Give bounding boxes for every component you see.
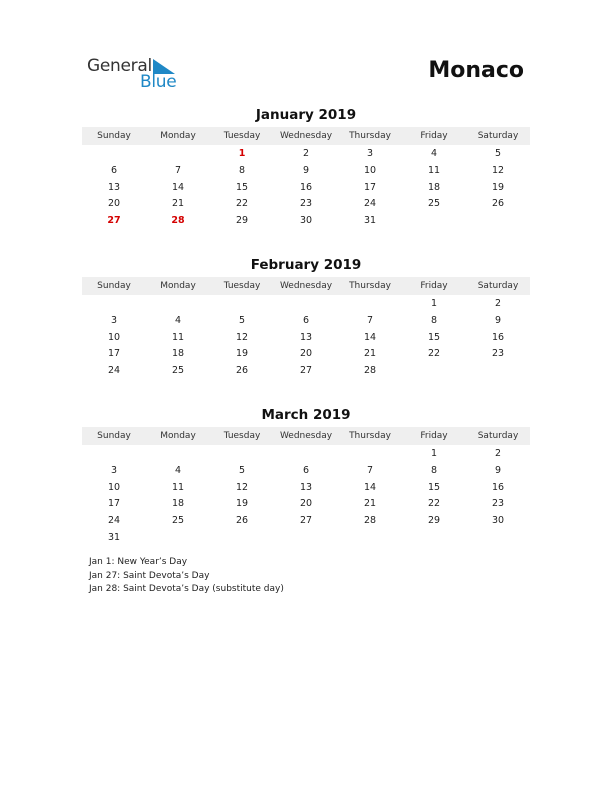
- day-cell: 25: [171, 365, 185, 377]
- weekday-label: Tuesday: [223, 281, 261, 291]
- week-row: [82, 496, 530, 513]
- day-cell: 28: [171, 215, 185, 227]
- empty-day-cell: [210, 296, 274, 313]
- week-row: [82, 446, 530, 463]
- day-cell: 19: [235, 498, 249, 510]
- day-cell: 10: [107, 481, 121, 493]
- weekday-label: Thursday: [349, 281, 391, 291]
- day-cell: 21: [363, 498, 377, 510]
- day-cell: 6: [302, 464, 310, 476]
- week-row: [82, 296, 530, 313]
- day-cell: 15: [235, 181, 249, 193]
- day-cell: 3: [110, 464, 118, 476]
- empty-day-cell: [338, 296, 402, 313]
- empty-day-cell: [146, 146, 210, 163]
- day-cell: 3: [110, 314, 118, 326]
- day-cell: 26: [491, 198, 505, 210]
- empty-day-cell: [338, 530, 402, 547]
- week-row: [82, 313, 530, 330]
- empty-day-cell: [82, 446, 146, 463]
- day-cell: 15: [427, 331, 441, 343]
- holiday-note: Jan 1: New Year’s Day: [89, 557, 188, 567]
- day-cell: 14: [363, 331, 377, 343]
- day-cell: 25: [427, 198, 441, 210]
- weekday-label: Wednesday: [279, 281, 333, 291]
- week-row: [82, 463, 530, 480]
- weekday-label: Tuesday: [223, 431, 261, 441]
- day-cell: 3: [366, 148, 374, 159]
- day-cell: 17: [107, 348, 121, 360]
- day-cell: 23: [491, 348, 505, 360]
- day-cell: 5: [494, 148, 502, 159]
- brand-logo: [87, 56, 187, 92]
- day-cell: 11: [171, 331, 185, 343]
- day-cell: 17: [107, 498, 121, 510]
- empty-day-cell: [402, 213, 466, 230]
- week-row: [82, 213, 530, 230]
- day-cell: 14: [171, 181, 185, 193]
- empty-day-cell: [402, 363, 466, 380]
- empty-day-cell: [146, 530, 210, 547]
- day-cell: 13: [107, 181, 121, 193]
- weekday-label: Monday: [160, 131, 196, 141]
- day-cell: 8: [430, 464, 438, 476]
- week-row: [82, 196, 530, 213]
- day-cell: 11: [427, 164, 441, 176]
- day-cell: 28: [363, 365, 377, 377]
- week-row: [82, 513, 530, 530]
- week-row: [82, 530, 530, 547]
- weekday-label: Saturday: [477, 131, 519, 141]
- day-cell: 4: [174, 314, 182, 326]
- day-cell: 23: [491, 498, 505, 510]
- empty-day-cell: [274, 530, 338, 547]
- day-cell: 27: [299, 515, 313, 527]
- weekday-label: Sunday: [97, 131, 131, 141]
- empty-day-cell: [210, 446, 274, 463]
- week-row: [82, 146, 530, 163]
- empty-day-cell: [82, 146, 146, 163]
- day-cell: 10: [363, 164, 377, 176]
- day-cell: 5: [238, 464, 246, 476]
- day-cell: 29: [427, 515, 441, 527]
- day-cell: 27: [107, 215, 121, 227]
- month-title: February 2019: [250, 257, 362, 273]
- day-cell: 26: [235, 365, 249, 377]
- day-cell: 24: [107, 515, 121, 527]
- week-row: [82, 346, 530, 363]
- day-cell: 17: [363, 181, 377, 193]
- day-cell: 5: [238, 314, 246, 326]
- day-cell: 31: [363, 215, 377, 227]
- day-cell: 19: [235, 348, 249, 360]
- weekday-label: Friday: [420, 131, 448, 141]
- day-cell: 20: [299, 348, 313, 360]
- weekday-header-row: [82, 427, 530, 445]
- day-cell: 19: [491, 181, 505, 193]
- day-cell: 24: [107, 365, 121, 377]
- day-cell: 9: [494, 464, 502, 476]
- day-cell: 8: [238, 164, 246, 176]
- country-title: Monaco: [428, 58, 524, 83]
- day-cell: 14: [363, 481, 377, 493]
- weekday-label: Sunday: [97, 281, 131, 291]
- day-cell: 12: [235, 331, 249, 343]
- logo-blue-text: Blue: [140, 72, 177, 92]
- week-rows: [82, 446, 530, 547]
- day-cell: 18: [171, 348, 185, 360]
- month-calendar-march: [82, 406, 530, 547]
- weekday-label: Sunday: [97, 431, 131, 441]
- empty-day-cell: [466, 530, 530, 547]
- empty-day-cell: [146, 296, 210, 313]
- day-cell: 26: [235, 515, 249, 527]
- day-cell: 7: [174, 164, 182, 176]
- empty-day-cell: [210, 530, 274, 547]
- week-row: [82, 480, 530, 497]
- day-cell: 7: [366, 464, 374, 476]
- day-cell: 16: [491, 481, 505, 493]
- empty-day-cell: [402, 530, 466, 547]
- empty-day-cell: [466, 363, 530, 380]
- day-cell: 8: [430, 314, 438, 326]
- day-cell: 21: [171, 198, 185, 210]
- day-cell: 29: [235, 215, 249, 227]
- day-cell: 2: [494, 448, 502, 459]
- day-cell: 12: [491, 164, 505, 176]
- week-row: [82, 163, 530, 180]
- weekday-label: Saturday: [477, 281, 519, 291]
- week-rows: [82, 296, 530, 380]
- day-cell: 2: [494, 298, 502, 309]
- day-cell: 9: [302, 164, 310, 176]
- day-cell: 31: [107, 531, 121, 543]
- day-cell: 25: [171, 515, 185, 527]
- day-cell: 16: [299, 181, 313, 193]
- week-row: [82, 180, 530, 197]
- empty-day-cell: [274, 296, 338, 313]
- day-cell: 22: [235, 198, 249, 210]
- day-cell: 6: [302, 314, 310, 326]
- empty-day-cell: [146, 446, 210, 463]
- month-calendar-february: [82, 256, 530, 380]
- day-cell: 1: [430, 448, 438, 459]
- month-title: March 2019: [261, 407, 351, 423]
- day-cell: 20: [299, 498, 313, 510]
- day-cell: 13: [299, 481, 313, 493]
- logo-general-text: General: [87, 56, 152, 76]
- weekday-header-row: [82, 127, 530, 145]
- day-cell: 22: [427, 498, 441, 510]
- day-cell: 30: [491, 515, 505, 527]
- weekday-header-row: [82, 277, 530, 295]
- day-cell: 24: [363, 198, 377, 210]
- weekday-label: Friday: [420, 431, 448, 441]
- weekday-label: Tuesday: [223, 131, 261, 141]
- day-cell: 2: [302, 148, 310, 159]
- day-cell: 10: [107, 331, 121, 343]
- day-cell: 12: [235, 481, 249, 493]
- day-cell: 27: [299, 365, 313, 377]
- holiday-notes: [89, 556, 284, 597]
- empty-day-cell: [338, 446, 402, 463]
- week-row: [82, 363, 530, 380]
- day-cell: 21: [363, 348, 377, 360]
- day-cell: 30: [299, 215, 313, 227]
- weekday-label: Thursday: [349, 131, 391, 141]
- empty-day-cell: [82, 296, 146, 313]
- holiday-note: Jan 28: Saint Devota’s Day (substitute day): [89, 584, 284, 594]
- day-cell: 13: [299, 331, 313, 343]
- day-cell: 22: [427, 348, 441, 360]
- day-cell: 1: [430, 298, 438, 309]
- day-cell: 18: [427, 181, 441, 193]
- weekday-label: Friday: [420, 281, 448, 291]
- day-cell: 20: [107, 198, 121, 210]
- day-cell: 15: [427, 481, 441, 493]
- day-cell: 9: [494, 314, 502, 326]
- day-cell: 23: [299, 198, 313, 210]
- week-rows: [82, 146, 530, 230]
- week-row: [82, 330, 530, 347]
- empty-day-cell: [274, 446, 338, 463]
- holiday-note: Jan 27: Saint Devota’s Day: [89, 570, 210, 581]
- day-cell: 18: [171, 498, 185, 510]
- empty-day-cell: [466, 213, 530, 230]
- day-cell: 4: [430, 148, 438, 159]
- month-calendar-january: [82, 106, 530, 230]
- weekday-label: Wednesday: [279, 131, 333, 141]
- weekday-label: Saturday: [477, 431, 519, 441]
- weekday-label: Wednesday: [279, 431, 333, 441]
- day-cell: 1: [238, 148, 246, 159]
- weekday-label: Monday: [160, 431, 196, 441]
- day-cell: 6: [110, 164, 118, 176]
- day-cell: 7: [366, 314, 374, 326]
- day-cell: 11: [171, 481, 185, 493]
- day-cell: 4: [174, 464, 182, 476]
- month-title: January 2019: [255, 107, 357, 123]
- day-cell: 28: [363, 515, 377, 527]
- day-cell: 16: [491, 331, 505, 343]
- weekday-label: Thursday: [349, 431, 391, 441]
- weekday-label: Monday: [160, 281, 196, 291]
